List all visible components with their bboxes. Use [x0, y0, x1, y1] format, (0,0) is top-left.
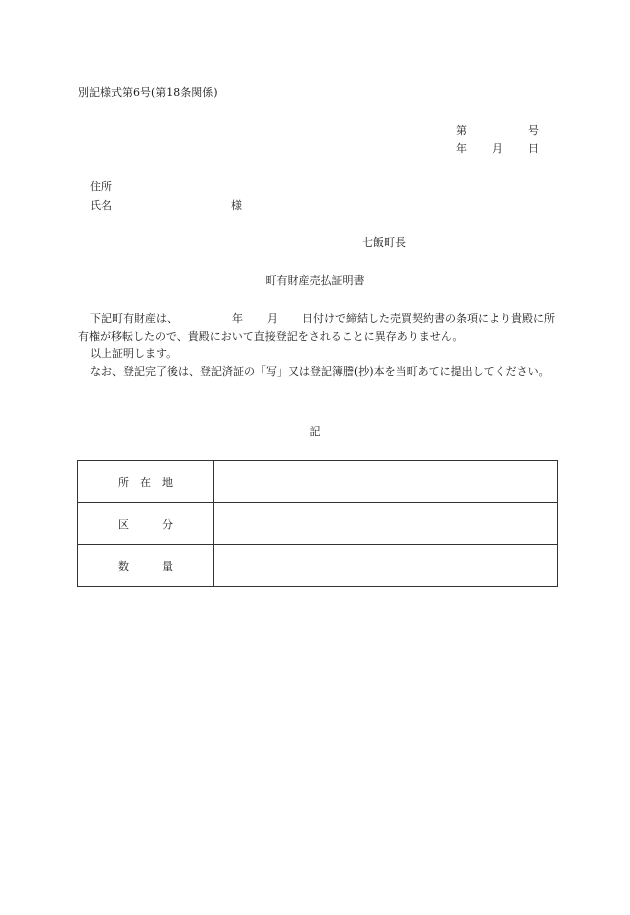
- body-p1-start: 下記町有財産は、: [90, 312, 178, 325]
- body-p1-year: 年: [232, 312, 243, 325]
- table-row: [78, 461, 558, 503]
- body-paragraph-3: なお、登記完了後は、登記済証の「写」又は登記簿謄(抄)本を当町あてに提出してください。: [90, 364, 550, 378]
- issuer-name: 七飯町長: [362, 236, 406, 249]
- form-label: 別記様式第6号(第18条関係): [78, 86, 218, 99]
- recipient-name-label: 氏名: [90, 199, 112, 212]
- number-go: 号: [528, 124, 539, 137]
- number-dai: 第: [456, 124, 467, 137]
- body-p1-month: 月: [267, 312, 278, 325]
- recipient-honorific: 様: [231, 199, 242, 212]
- recipient-address-label: 住所: [90, 180, 112, 193]
- row-value-category: [214, 503, 558, 545]
- table-row: [78, 545, 558, 587]
- date-month: 月: [492, 142, 503, 155]
- date-day: 日: [528, 142, 539, 155]
- row-label-category: 区 分: [78, 503, 214, 545]
- body-paragraph-2: 以上証明します。: [90, 347, 178, 360]
- row-label-quantity: 数 量: [78, 545, 214, 587]
- body-text: [78, 310, 558, 380]
- table-row: [78, 503, 558, 545]
- row-label-location: 所 在 地: [78, 461, 214, 503]
- body-paragraph-1: [78, 310, 558, 345]
- property-table: [77, 460, 558, 587]
- date-year: 年: [456, 142, 467, 155]
- row-value-quantity: [214, 545, 558, 587]
- body-p1-rest: 日付けで締結した売買契約書の条項により貴殿に所有権が移転したので、貴殿において直接登記をされることに異存ありません。: [78, 312, 555, 343]
- row-value-location: [214, 461, 558, 503]
- ki-heading: 記: [309, 425, 321, 438]
- document-title: 町有財産売払証明書: [265, 274, 365, 287]
